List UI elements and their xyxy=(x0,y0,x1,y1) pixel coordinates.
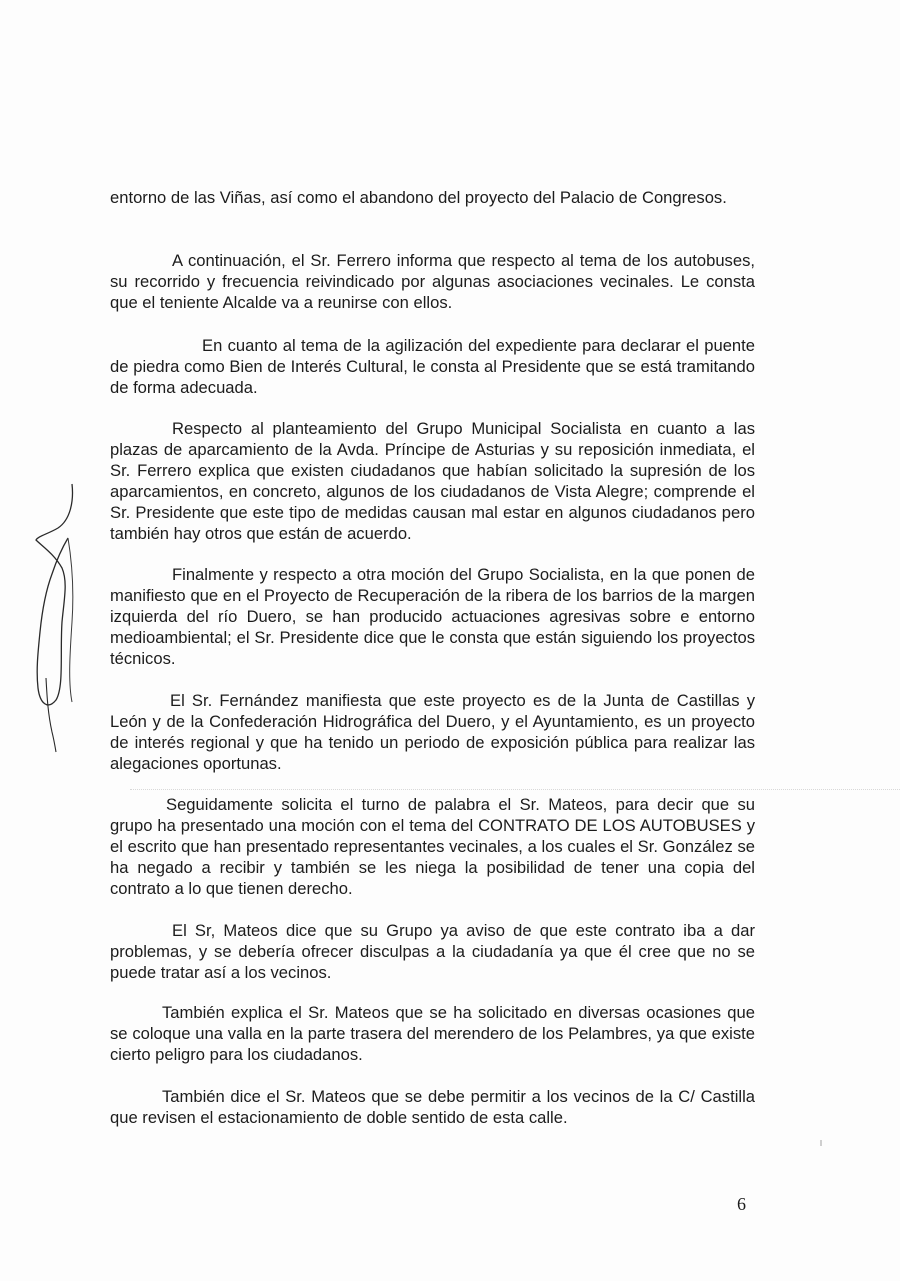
paragraph: El Sr. Fernández manifiesta que este proyecto es de la Junta de Castillas y León y de la Confederación Hidrográfica del Duero, y el Ayuntamiento, es un proyecto de interés regional y que ha tenido un periodo de exposición pública para realizar las alegaciones oportunas. xyxy=(110,691,755,773)
paragraph: Seguidamente solicita el turno de palabra el Sr. Mateos, para decir que su grupo ha presentado una moción con el tema del CONTRATO DE LOS AUTOBUSES y el escrito que han presentado representantes vecinales, a los cuales el Sr. González se ha negado a recibir y también se les niega la posibilidad de tener una copia del contrato a lo que tienen derecho. xyxy=(110,795,755,898)
paragraph: El Sr, Mateos dice que su Grupo ya aviso de que este contrato iba a dar problemas, y se debería ofrecer disculpas a la ciudadanía ya que él cree que no se puede tratar así a los vecinos. xyxy=(110,921,755,982)
scan-dot xyxy=(820,1140,822,1146)
handwritten-signature xyxy=(28,482,88,762)
paragraph: Respecto al planteamiento del Grupo Municipal Socialista en cuanto a las plazas de aparcamiento de la Avda. Príncipe de Asturias y su reposición inmediata, el Sr. Ferrero explica que existen ciudadanos que habían solicitado la supresión de los aparcamientos, en concreto, algunos de los ciudadanos de Vista Alegre; comprende el Sr. Presidente que este tipo de medidas causan mal estar en algunos ciudadanos pero también hay otros que están de acuerdo. xyxy=(110,419,755,543)
paragraph: También explica el Sr. Mateos que se ha solicitado en diversas ocasiones que se coloque una valla en la parte trasera del merendero de los Pelambres, ya que existe cierto peligro para los ciudadanos. xyxy=(110,1003,755,1064)
scan-line xyxy=(130,789,900,791)
paragraph: entorno de las Viñas, así como el abandono del proyecto del Palacio de Congresos. xyxy=(110,188,727,207)
paragraph: Finalmente y respecto a otra moción del Grupo Socialista, en la que ponen de manifiesto que en el Proyecto de Recuperación de la ribera de los barrios de la margen izquierda del río Duero, se han producido actuaciones agresivas sobre e entorno medioambiental; el Sr. Presidente dice que le consta que están siguiendo los proyectos técnicos. xyxy=(110,565,755,668)
page-number: 6 xyxy=(737,1194,746,1214)
paragraph: A continuación, el Sr. Ferrero informa que respecto al tema de los autobuses, su recorrido y frecuencia reivindicado por algunas asociaciones vecinales. Le consta que el teniente Alcalde va a reunirse con ellos. xyxy=(110,251,755,312)
paragraph: En cuanto al tema de la agilización del expediente para declarar el puente de piedra como Bien de Interés Cultural, le consta al Presidente que se está tramitando de forma adecuada. xyxy=(110,336,755,397)
paragraph: También dice el Sr. Mateos que se debe permitir a los vecinos de la C/ Castilla que revisen el estacionamiento de doble sentido de esta calle. xyxy=(110,1087,755,1127)
